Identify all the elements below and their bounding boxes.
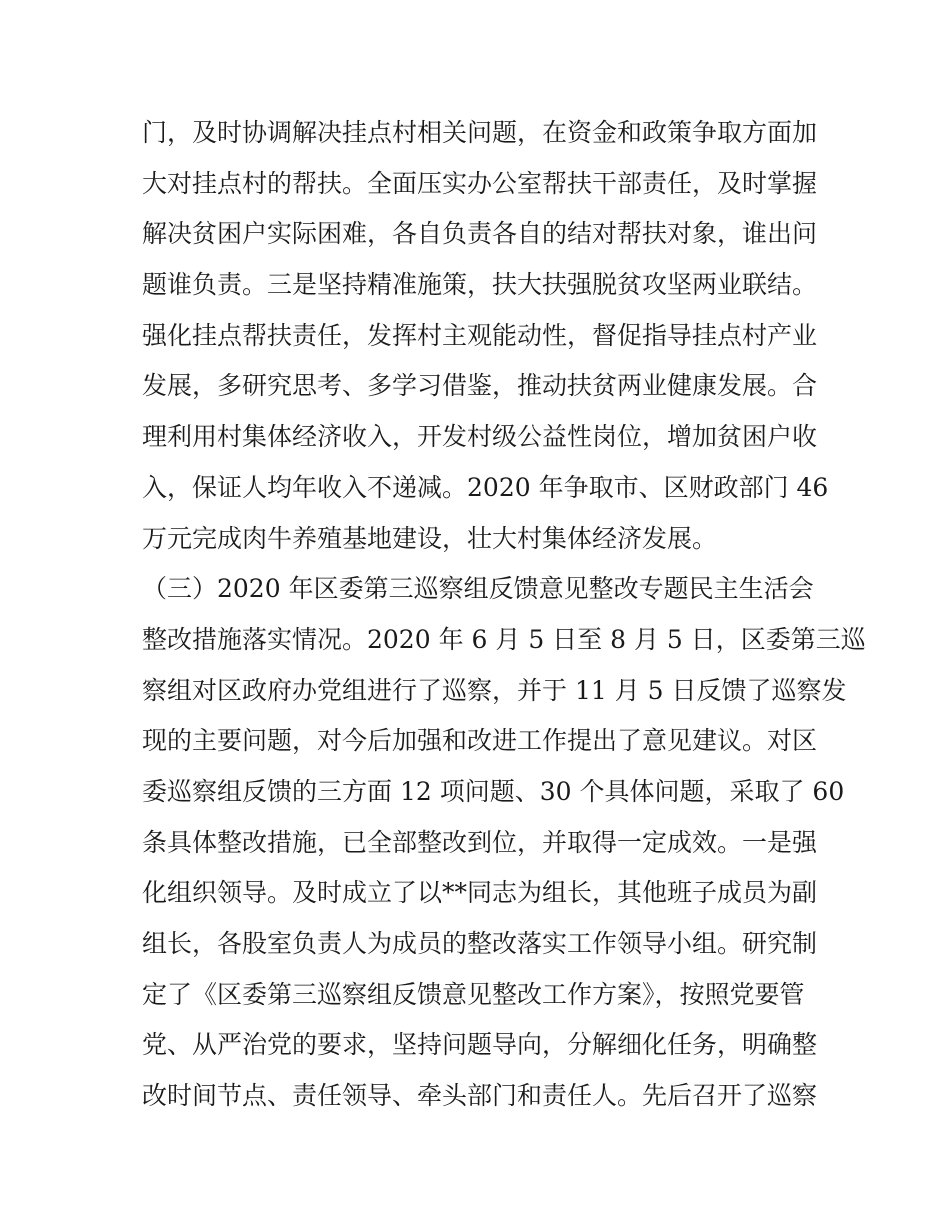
text-line-6: 发展，多研究思考、多学习借鉴，推动扶贫两业健康发展。合 [142, 371, 818, 401]
text-line-13: 现的主要问题，对今后加强和改进工作提出了意见建议。对区 [142, 726, 818, 756]
text-line-8: 入，保证人均年收入不递减。2020 年争取市、区财政部门 46 [142, 472, 829, 502]
text-line-9: 万元完成肉牛养殖基地建设，壮大村集体经济发展。 [142, 523, 718, 553]
text-line-5: 强化挂点帮扶责任，发挥村主观能动性，督促指导挂点村产业 [142, 320, 818, 350]
text-line-14: 委巡察组反馈的三方面 12 项问题、30 个具体问题，采取了 60 [142, 776, 845, 806]
text-line-11: 整改措施落实情况。2020 年 6 月 5 日至 8 月 5 日，区委第三巡 [142, 624, 866, 654]
text-line-15: 条具体整改措施，已全部整改到位，并取得一定成效。一是强 [142, 827, 818, 857]
text-line-12: 察组对区政府办党组进行了巡察，并于 11 月 5 日反馈了巡察发 [142, 675, 847, 705]
text-line-18: 定了《区委第三巡察组反馈意见整改工作方案》，按照党要管 [142, 979, 805, 1009]
text-line-1: 门，及时协调解决挂点村相关问题，在资金和政策争取方面加 [142, 118, 818, 147]
text-line-7: 理利用村集体经济收入，开发村级公益性岗位，增加贫困户收 [142, 422, 818, 452]
text-line-4: 题谁负责。三是坚持精准施策，扶大扶强脱贫攻坚两业联结。 [142, 270, 818, 300]
text-line-2: 大对挂点村的帮扶。全面压实办公室帮扶干部责任，及时掌握 [142, 168, 818, 198]
text-line-16: 化组织领导。及时成立了以**同志为组长，其他班子成员为副 [142, 878, 818, 908]
body-text [142, 108, 866, 1122]
text-line-20: 改时间节点、责任领导、牵头部门和责任人。先后召开了巡察 [142, 1081, 818, 1111]
text-line-19: 党、从严治党的要求，坚持问题导向，分解细化任务，明确整 [142, 1030, 818, 1060]
section-heading-line: （三）2020 年区委第三巡察组反馈意见整改专题民主生活会 [142, 574, 814, 604]
text-line-3: 解决贫困户实际困难，各自负责各自的结对帮扶对象，谁出问 [142, 219, 818, 249]
text-line-17: 组长，各股室负责人为成员的整改落实工作领导小组。研究制 [142, 929, 818, 958]
